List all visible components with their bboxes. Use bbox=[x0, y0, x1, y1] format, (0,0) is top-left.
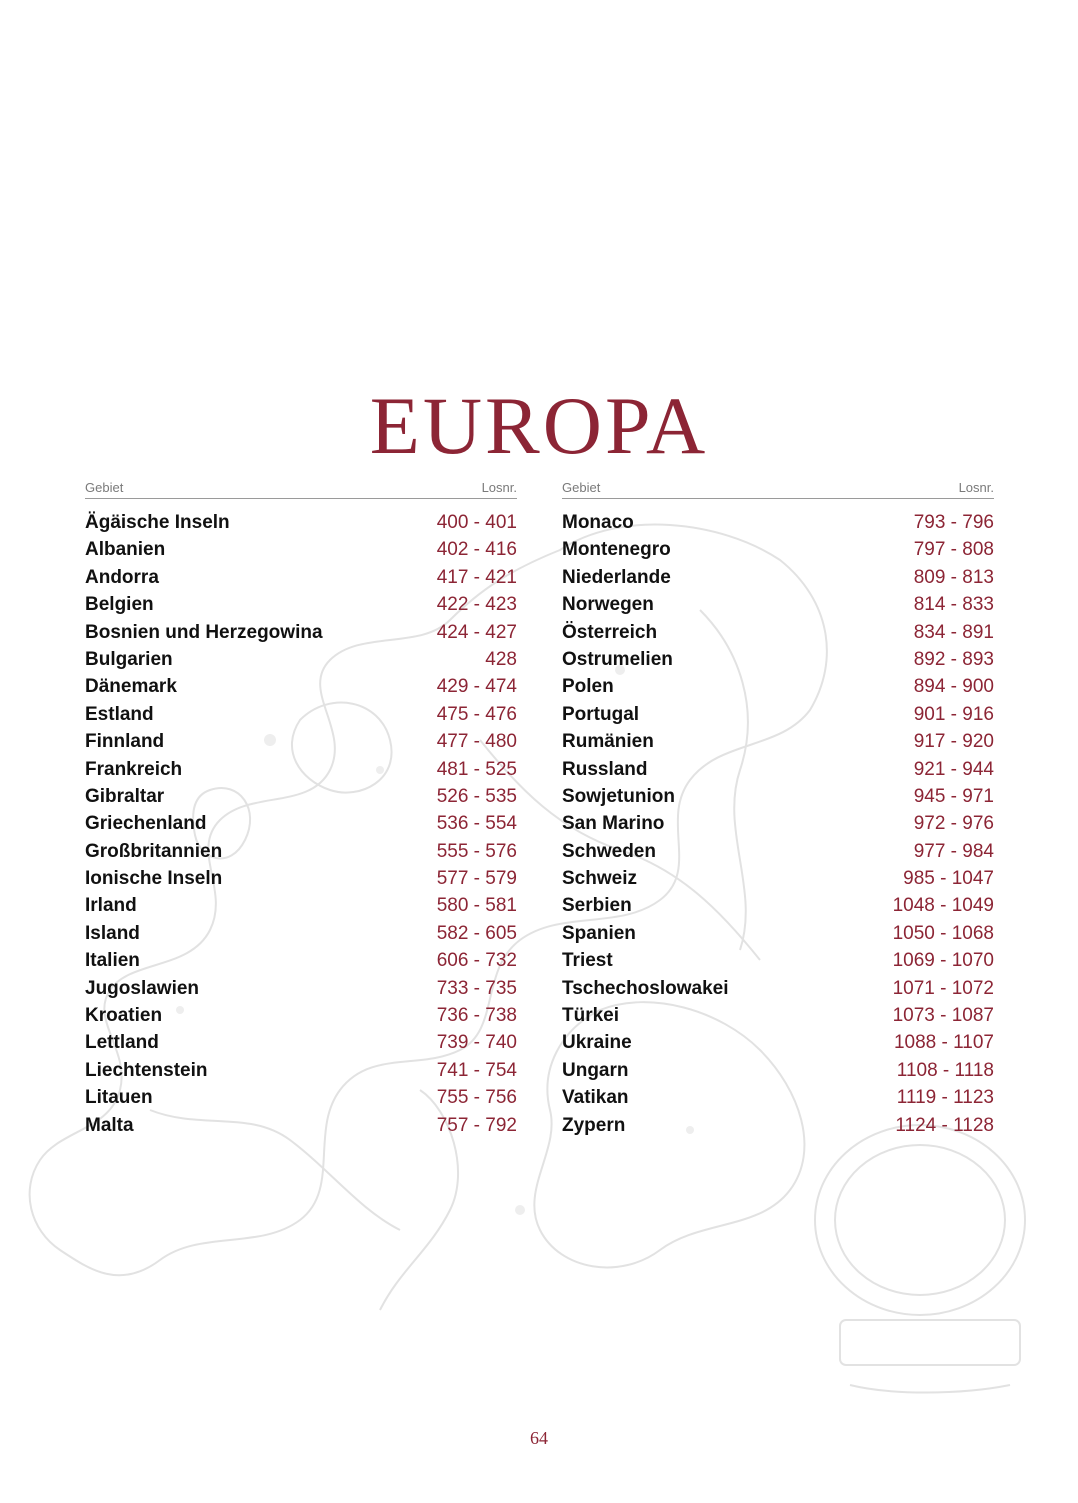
lot-range: 1069 - 1070 bbox=[892, 950, 994, 972]
lot-range: 428 bbox=[485, 648, 517, 670]
region-name: Dänemark bbox=[85, 676, 177, 698]
region-name: Norwegen bbox=[562, 594, 654, 616]
region-name: Serbien bbox=[562, 895, 632, 917]
page-number: 64 bbox=[530, 1428, 548, 1448]
lot-range: 555 - 576 bbox=[436, 840, 517, 862]
lot-range: 475 - 476 bbox=[436, 703, 517, 725]
region-row bbox=[85, 756, 517, 783]
region-rows-left bbox=[85, 509, 517, 1139]
region-row bbox=[85, 1029, 517, 1056]
region-row bbox=[85, 509, 517, 536]
lot-range: 892 - 893 bbox=[913, 648, 994, 670]
region-row bbox=[85, 673, 517, 700]
lot-range: 1073 - 1087 bbox=[892, 1005, 994, 1027]
lot-range: 1088 - 1107 bbox=[893, 1032, 994, 1054]
region-name: Malta bbox=[85, 1114, 134, 1136]
region-row bbox=[85, 947, 517, 974]
region-row bbox=[562, 701, 994, 728]
lot-range: 582 - 605 bbox=[436, 922, 517, 944]
region-name: Jugoslawien bbox=[85, 977, 200, 999]
lot-range: 481 - 525 bbox=[436, 758, 517, 780]
region-name: Frankreich bbox=[85, 758, 183, 780]
column-header-lots: Losnr. bbox=[481, 480, 517, 495]
region-row bbox=[85, 975, 517, 1002]
region-row bbox=[562, 646, 994, 673]
column-header-lots: Losnr. bbox=[958, 480, 994, 495]
region-name: Österreich bbox=[562, 621, 658, 643]
region-row bbox=[562, 728, 994, 755]
region-rows-right bbox=[562, 509, 994, 1139]
region-row bbox=[85, 591, 517, 618]
lot-range: 526 - 535 bbox=[436, 785, 517, 807]
lot-range: 741 - 754 bbox=[436, 1059, 517, 1081]
region-row bbox=[562, 920, 994, 947]
lot-range: 797 - 808 bbox=[913, 539, 994, 561]
region-row bbox=[562, 1084, 994, 1111]
lot-range: 809 - 813 bbox=[913, 566, 994, 588]
region-name: Russland bbox=[562, 758, 648, 780]
lot-range: 793 - 796 bbox=[913, 512, 994, 533]
region-list-left bbox=[85, 480, 517, 1139]
region-name: Belgien bbox=[85, 594, 154, 616]
region-name: Irland bbox=[85, 895, 137, 917]
region-name: Bosnien und Herzegowina bbox=[85, 621, 323, 643]
region-row bbox=[562, 1112, 994, 1139]
lot-range: 424 - 427 bbox=[436, 621, 517, 643]
region-name: Estland bbox=[85, 703, 154, 725]
region-name: Ägäische Inseln bbox=[85, 512, 230, 533]
lot-range: 1124 - 1128 bbox=[895, 1114, 994, 1136]
region-name: Sowjetunion bbox=[562, 785, 675, 807]
region-row bbox=[562, 1029, 994, 1056]
lot-range: 1048 - 1049 bbox=[892, 895, 994, 917]
region-row bbox=[562, 838, 994, 865]
region-row bbox=[562, 865, 994, 892]
column-header-region: Gebiet bbox=[562, 480, 601, 495]
region-row bbox=[85, 1112, 517, 1139]
region-name: Zypern bbox=[562, 1114, 626, 1136]
region-row bbox=[85, 728, 517, 755]
region-name: Kroatien bbox=[85, 1005, 163, 1027]
column-header bbox=[85, 480, 517, 499]
region-row bbox=[562, 509, 994, 536]
region-name: Spanien bbox=[562, 922, 636, 944]
lot-range: 422 - 423 bbox=[436, 594, 517, 616]
region-row bbox=[85, 783, 517, 810]
column-header bbox=[562, 480, 994, 499]
region-row bbox=[85, 920, 517, 947]
region-name: Lettland bbox=[85, 1032, 159, 1054]
region-name: Großbritannien bbox=[85, 840, 223, 862]
region-name: Ukraine bbox=[562, 1032, 632, 1054]
lot-range: 814 - 833 bbox=[913, 594, 994, 616]
lot-range: 894 - 900 bbox=[913, 676, 994, 698]
lot-range: 402 - 416 bbox=[436, 539, 517, 561]
lot-range: 580 - 581 bbox=[436, 895, 517, 917]
region-row bbox=[85, 701, 517, 728]
lot-range: 477 - 480 bbox=[436, 731, 517, 753]
region-name: San Marino bbox=[562, 813, 665, 835]
region-name: Polen bbox=[562, 676, 614, 698]
region-row bbox=[85, 646, 517, 673]
region-name: Gibraltar bbox=[85, 785, 165, 807]
column-header-region: Gebiet bbox=[85, 480, 124, 495]
lot-range: 901 - 916 bbox=[913, 703, 994, 725]
region-row bbox=[562, 564, 994, 591]
lot-range: 733 - 735 bbox=[436, 977, 517, 999]
lot-range: 736 - 738 bbox=[436, 1005, 517, 1027]
region-row bbox=[562, 1002, 994, 1029]
region-row bbox=[85, 865, 517, 892]
lot-range: 739 - 740 bbox=[436, 1032, 517, 1054]
region-row bbox=[562, 536, 994, 563]
lot-range: 1119 - 1123 bbox=[896, 1087, 994, 1109]
lot-range: 945 - 971 bbox=[913, 785, 994, 807]
region-row bbox=[562, 619, 994, 646]
region-row bbox=[562, 591, 994, 618]
page-title: EUROPA bbox=[369, 379, 709, 471]
region-row bbox=[85, 564, 517, 591]
region-name: Ostrumelien bbox=[562, 648, 673, 670]
region-name: Andorra bbox=[85, 566, 159, 588]
region-name: Griechenland bbox=[85, 813, 207, 835]
region-name: Litauen bbox=[85, 1087, 153, 1109]
lot-range: 1050 - 1068 bbox=[892, 922, 994, 944]
region-name: Albanien bbox=[85, 539, 166, 561]
lot-range: 417 - 421 bbox=[436, 566, 517, 588]
region-row bbox=[562, 810, 994, 837]
region-row bbox=[85, 1057, 517, 1084]
lot-range: 536 - 554 bbox=[436, 813, 517, 835]
region-name: Portugal bbox=[562, 703, 640, 725]
region-row bbox=[85, 810, 517, 837]
region-row bbox=[562, 892, 994, 919]
lot-range: 606 - 732 bbox=[436, 950, 517, 972]
region-row bbox=[85, 1002, 517, 1029]
lot-range: 977 - 984 bbox=[913, 840, 994, 862]
lot-range: 1108 - 1118 bbox=[896, 1059, 994, 1081]
region-name: Ionische Inseln bbox=[85, 868, 223, 890]
lot-range: 1071 - 1072 bbox=[892, 977, 994, 999]
region-row bbox=[85, 892, 517, 919]
region-list-right bbox=[562, 480, 994, 1139]
region-row bbox=[562, 673, 994, 700]
lot-range: 985 - 1047 bbox=[903, 868, 994, 890]
lot-range: 972 - 976 bbox=[913, 813, 994, 835]
lot-range: 429 - 474 bbox=[436, 676, 517, 698]
lot-range: 755 - 756 bbox=[436, 1087, 517, 1109]
region-row bbox=[562, 783, 994, 810]
region-name: Monaco bbox=[562, 512, 634, 533]
region-name: Türkei bbox=[562, 1005, 620, 1027]
region-row bbox=[562, 756, 994, 783]
region-name: Bulgarien bbox=[85, 648, 173, 670]
region-name: Vatikan bbox=[562, 1087, 629, 1109]
lot-range: 917 - 920 bbox=[913, 731, 994, 753]
region-row bbox=[85, 1084, 517, 1111]
region-name: Italien bbox=[85, 950, 140, 972]
region-row bbox=[562, 975, 994, 1002]
region-row bbox=[562, 947, 994, 974]
region-name: Schweiz bbox=[562, 868, 637, 890]
region-row bbox=[85, 838, 517, 865]
region-row bbox=[85, 536, 517, 563]
lot-range: 921 - 944 bbox=[913, 758, 994, 780]
region-name: Finnland bbox=[85, 731, 165, 753]
region-row bbox=[562, 1057, 994, 1084]
region-row bbox=[85, 619, 517, 646]
region-name: Rumänien bbox=[562, 731, 654, 753]
region-name: Tschechoslowakei bbox=[562, 977, 729, 999]
region-name: Schweden bbox=[562, 840, 656, 862]
region-name: Island bbox=[85, 922, 140, 944]
lot-range: 577 - 579 bbox=[436, 868, 517, 890]
lot-range: 757 - 792 bbox=[436, 1114, 517, 1136]
region-name: Ungarn bbox=[562, 1059, 629, 1081]
lot-range: 834 - 891 bbox=[913, 621, 994, 643]
region-name: Liechtenstein bbox=[85, 1059, 208, 1081]
region-name: Niederlande bbox=[562, 566, 671, 588]
region-name: Montenegro bbox=[562, 539, 671, 561]
region-name: Triest bbox=[562, 950, 613, 972]
lot-range: 400 - 401 bbox=[436, 512, 517, 533]
